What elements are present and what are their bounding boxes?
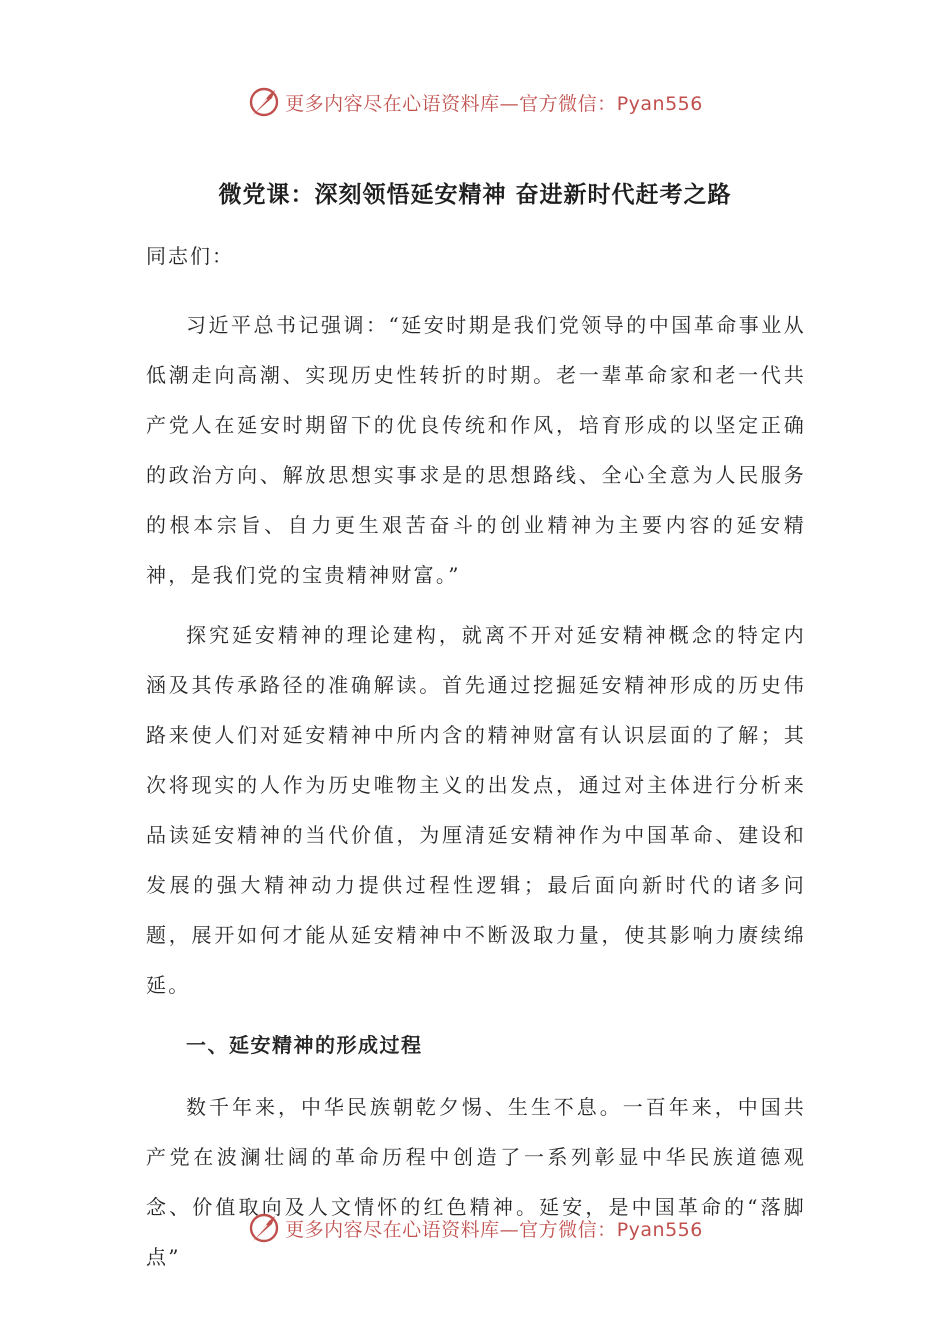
banner-text (285, 1215, 703, 1242)
footer-banner (0, 1206, 950, 1250)
banner-account-label: 官方微信： (519, 92, 617, 115)
paragraph-1: 习近平总书记强调：“延安时期是我们党领导的中国革命事业从低潮走向高潮、实现历史性转折的时期。老一辈革命家和老一代共产党人在延安时期留下的优良传统和作风，培育形成的以坚定正确的政治方向、解放思想实事求是的思想路线、全心全意为人民服务的根本宗旨、自力更生艰苦奋斗的创业精神为主要内容的延安精神，是我们党的宝贵精神财富。” (146, 313, 806, 587)
banner-site-name: 更多内容尽在心语资料库 (285, 1218, 500, 1241)
banner-text (285, 89, 703, 116)
document-body (146, 300, 806, 1292)
banner-dash: — (499, 92, 520, 115)
quill-logo-icon (247, 1211, 281, 1245)
quill-logo-icon (247, 85, 281, 119)
salutation: 同志们： (146, 244, 234, 268)
paragraph-2: 探究延安精神的理论建构，就离不开对延安精神概念的特定内涵及其传承路径的准确解读。首先通过挖掘延安精神形成的历史伟路来使人们对延安精神中所内含的精神财富有认识层面的了解；其次将现实的人作为历史唯物主义的出发点，通过对主体进行分析来品读延安精神的当代价值，为厘清延安精神作为中国革命、建设和发展的强大精神动力提供过程性逻辑；最后面向新时代的诸多问题，展开如何才能从延安精神中不断汲取力量，使其影响力赓续绵延。 (146, 623, 806, 997)
banner-account-id: Pyan556 (616, 1218, 703, 1241)
section-paragraph: 数千年来，中华民族朝乾夕惕、生生不息。一百年来，中国共产党在波澜壮阔的革命历程中创造了一系列彰显中华民族道德观念、价值取向及人文情怀的红色精神。延安，是中国革命的“落脚点” (146, 1095, 806, 1269)
header-banner (0, 80, 950, 124)
banner-account-label: 官方微信： (519, 1218, 617, 1241)
banner-account-id: Pyan556 (616, 92, 703, 115)
banner-site-name: 更多内容尽在心语资料库 (285, 92, 500, 115)
banner-dash: — (499, 1218, 520, 1241)
document-title: 微党课：深刻领悟延安精神 奋进新时代赶考之路 (218, 181, 732, 208)
section-heading: 一、延安精神的形成过程 (186, 1033, 423, 1057)
